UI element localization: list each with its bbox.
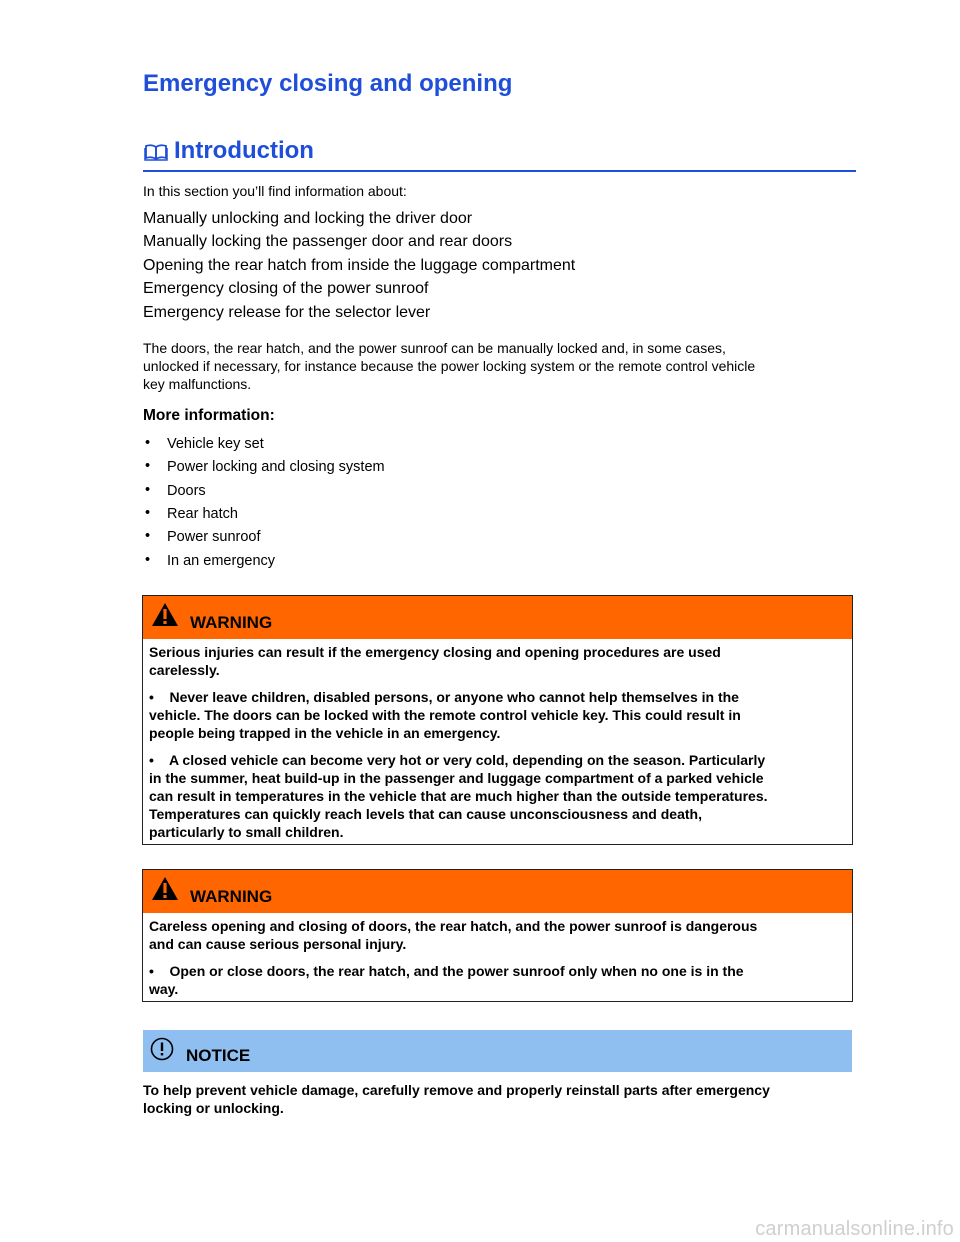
link-text: Power locking and closing system bbox=[167, 459, 385, 475]
bullet-icon: • bbox=[145, 482, 151, 498]
bullet-icon: • bbox=[145, 552, 151, 568]
text-line: carelessly. bbox=[149, 662, 220, 678]
link-text: Power sunroof bbox=[167, 529, 261, 545]
text-line: • Never leave children, disabled persons, or anyone who cannot help themselves in the bbox=[149, 689, 739, 705]
paragraph-line: The doors, the rear hatch, and the power sunroof can be manually locked and, in some cases, bbox=[143, 340, 726, 356]
warning-body bbox=[143, 639, 852, 844]
text-line: way. bbox=[149, 981, 179, 997]
more-information-heading: More information: bbox=[143, 407, 275, 424]
notice-header bbox=[143, 1030, 852, 1072]
intro-lead: In this section you’ll find information about: bbox=[143, 183, 407, 199]
topic-item: Manually locking the passenger door and rear doors bbox=[143, 233, 513, 250]
warning-box bbox=[142, 595, 853, 845]
open-book-icon bbox=[144, 144, 168, 161]
link-text: Vehicle key set bbox=[167, 436, 264, 452]
introduction-heading bbox=[143, 137, 856, 172]
topic-item: Manually unlocking and locking the driver door bbox=[143, 210, 473, 227]
exclamation-circle-icon bbox=[150, 1037, 174, 1061]
link-text: Rear hatch bbox=[167, 506, 238, 522]
text-line: particularly to small children. bbox=[149, 824, 344, 840]
topic-item: Emergency release for the selector lever bbox=[143, 304, 431, 321]
text-line: vehicle. The doors can be locked with the remote control vehicle key. This could result in bbox=[149, 707, 741, 723]
topic-item: Emergency closing of the power sunroof bbox=[143, 280, 429, 297]
link-text: In an emergency bbox=[167, 553, 276, 569]
text-line: locking or unlocking. bbox=[143, 1100, 284, 1116]
link-text: Doors bbox=[167, 483, 206, 499]
warning-header bbox=[143, 870, 852, 913]
text-line: • Open or close doors, the rear hatch, and the power sunroof only when no one is in the bbox=[149, 963, 744, 979]
warning-bullet bbox=[149, 751, 846, 841]
text-line: To help prevent vehicle damage, carefully remove and properly reinstall parts after emergency bbox=[143, 1082, 770, 1098]
warning-bullet bbox=[149, 688, 846, 742]
warning-label: WARNING bbox=[190, 613, 273, 632]
paragraph-line: key malfunctions. bbox=[143, 376, 252, 392]
notice-text bbox=[143, 1081, 853, 1117]
paragraph-line: unlocked if necessary, for instance because the power locking system or the remote control vehicle bbox=[143, 358, 756, 374]
warning-statement bbox=[149, 917, 846, 953]
warning-label: WARNING bbox=[190, 887, 273, 906]
watermark: carmanualsonline.info bbox=[755, 1218, 954, 1240]
bullet-icon: • bbox=[145, 435, 151, 451]
introduction-title: Introduction bbox=[174, 137, 314, 164]
bullet-icon: • bbox=[145, 528, 151, 544]
warning-triangle-icon bbox=[151, 876, 179, 901]
warning-bullet bbox=[149, 962, 846, 998]
bullet-icon: • bbox=[145, 458, 151, 474]
text-line: in the summer, heat build-up in the passenger and luggage compartment of a parked vehicle bbox=[149, 770, 764, 786]
bullet-icon: • bbox=[145, 505, 151, 521]
topic-item: Opening the rear hatch from inside the luggage compartment bbox=[143, 257, 576, 274]
notice-label: NOTICE bbox=[186, 1046, 251, 1065]
text-line: Careless opening and closing of doors, the rear hatch, and the power sunroof is dangerous bbox=[149, 918, 758, 934]
text-line: Temperatures can quickly reach levels that can cause unconsciousness and death, bbox=[149, 806, 702, 822]
text-line: • A closed vehicle can become very hot or very cold, depending on the season. Particularly bbox=[149, 752, 766, 768]
text-line: people being trapped in the vehicle in an emergency. bbox=[149, 725, 501, 741]
warning-statement bbox=[149, 643, 846, 679]
warning-body bbox=[143, 913, 852, 1001]
text-line: Serious injuries can result if the emergency closing and opening procedures are used bbox=[149, 644, 721, 660]
page-title: Emergency closing and opening bbox=[143, 70, 513, 97]
warning-triangle-icon bbox=[151, 602, 179, 627]
warning-header bbox=[143, 596, 852, 639]
text-line: and can cause serious personal injury. bbox=[149, 936, 407, 952]
text-line: can result in temperatures in the vehicle that are much higher than the outside temperatures. bbox=[149, 788, 768, 804]
intro-paragraph bbox=[143, 339, 843, 393]
warning-box bbox=[142, 869, 853, 1002]
